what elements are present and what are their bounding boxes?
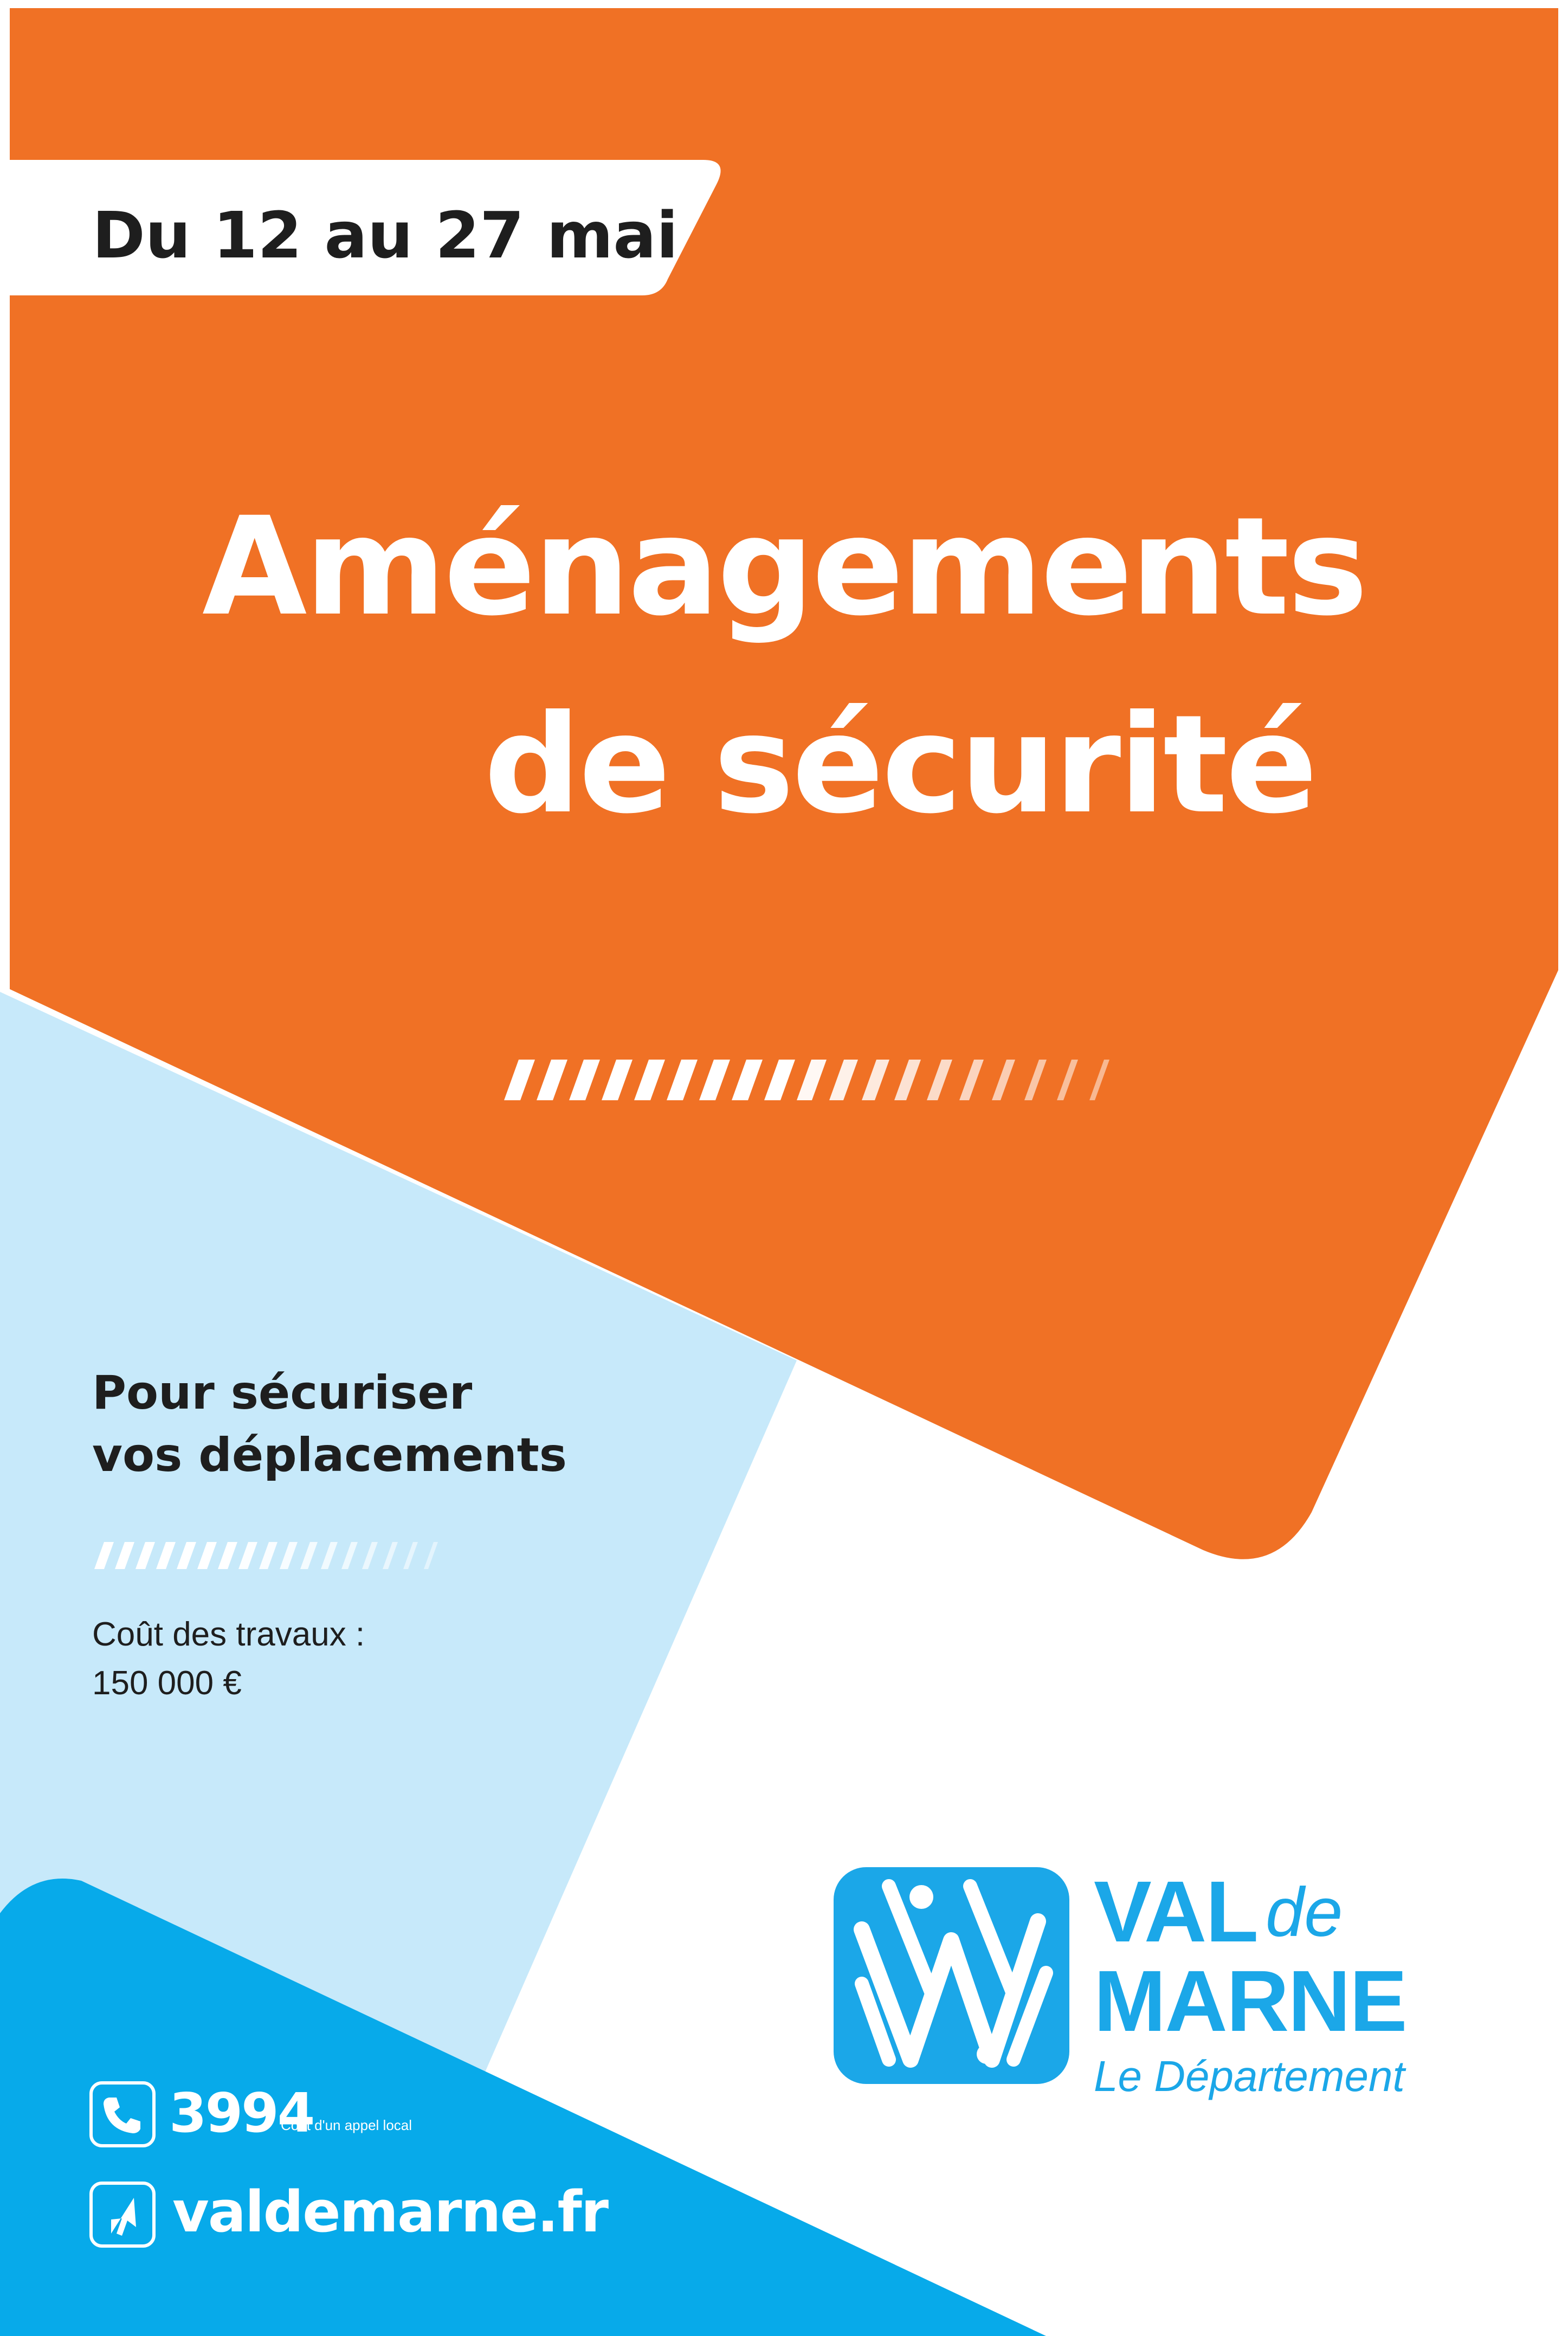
cost-value: 150 000 € xyxy=(92,1664,242,1702)
logo-marne-text: MARNE xyxy=(1094,1952,1406,2049)
phone-icon xyxy=(89,2081,156,2147)
val-de-marne-emblem xyxy=(834,1867,1069,2084)
cost-label: Coût des travaux : xyxy=(92,1616,365,1653)
subtitle-line2: vos déplacements xyxy=(92,1428,567,1482)
main-title-line2: de sécurité xyxy=(483,686,1316,843)
phone-cost-note: Coût d'un appel local xyxy=(281,2117,412,2133)
website-link[interactable]: valdemarne.fr xyxy=(172,2179,608,2245)
logo-val-text: VAL xyxy=(1094,1863,1258,1960)
phone-number[interactable]: 3994 xyxy=(169,2081,314,2145)
cursor-icon xyxy=(89,2182,156,2248)
logo-de-text: de xyxy=(1266,1874,1343,1951)
logo-department-text: Le Département xyxy=(1094,2052,1405,2100)
date-range: Du 12 au 27 mai xyxy=(92,198,679,273)
subtitle-line1: Pour sécuriser xyxy=(92,1366,473,1420)
main-title-line1: Aménagements xyxy=(202,488,1366,646)
